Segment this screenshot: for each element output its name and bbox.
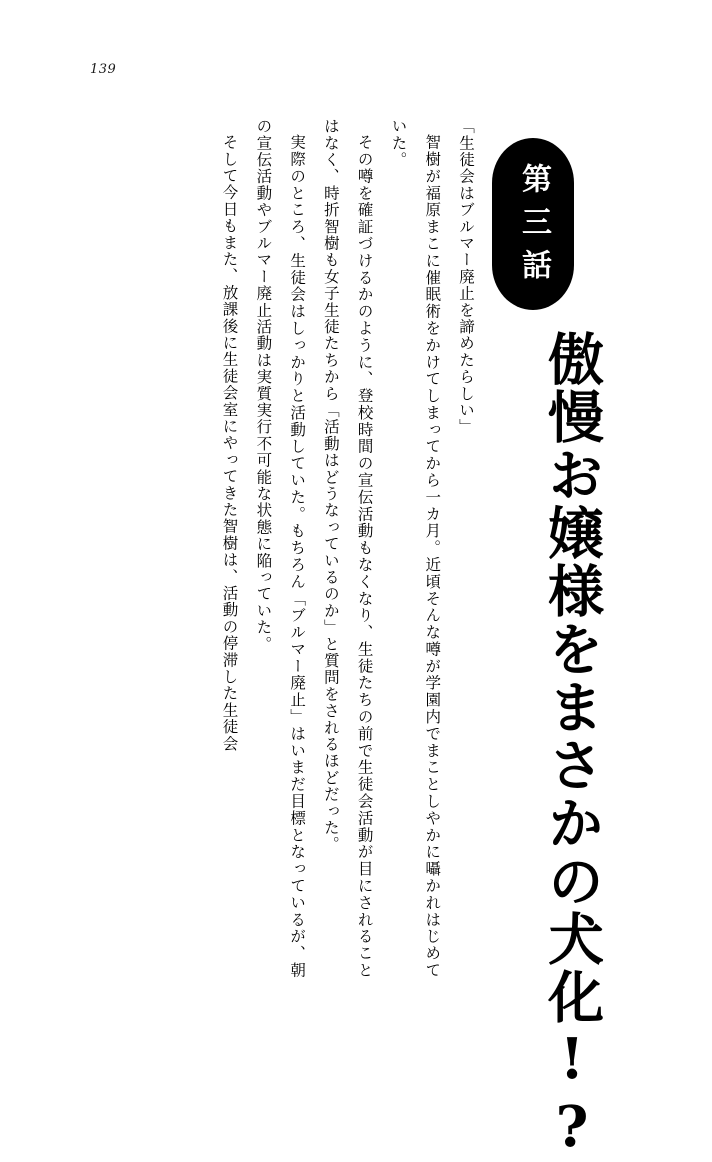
paragraph: その噂を確証づけるかのように、登校時間の宣伝活動もなくなり、生徒たちの前で生徒会活動が目にされることはなく、時折智樹も女子生徒たちから「活動はどうなっているのか」と質問をされるほどだった。	[321, 118, 374, 978]
page-number: 139	[90, 62, 117, 77]
chapter-badge	[492, 138, 574, 310]
chapter-badge-label: 第三話	[516, 162, 551, 292]
body-text	[152, 118, 482, 978]
paragraph: そして今日もまた、放課後に生徒会室にやってきた智樹は、活動の停滞した生徒会	[220, 133, 239, 752]
paragraph: 実際のところ、生徒会はしっかりと活動していた。もちろん「ブルマー廃止」はいまだ目標となっているが、朝の宣伝活動やブルマー廃止活動は実質実行不可能な状態に陥っていた。	[254, 118, 307, 978]
chapter-title: 傲慢お嬢様をまさかの犬化!?	[539, 330, 605, 1162]
paragraph: 智樹が福原まこに催眠術をかけてしまってから一カ月。近頃そんな噂が学園内でまことしやかに囁かれはじめていた。	[389, 118, 442, 978]
paragraph: 「生徒会はブルマー廃止を諦めたらしい」	[457, 118, 475, 436]
